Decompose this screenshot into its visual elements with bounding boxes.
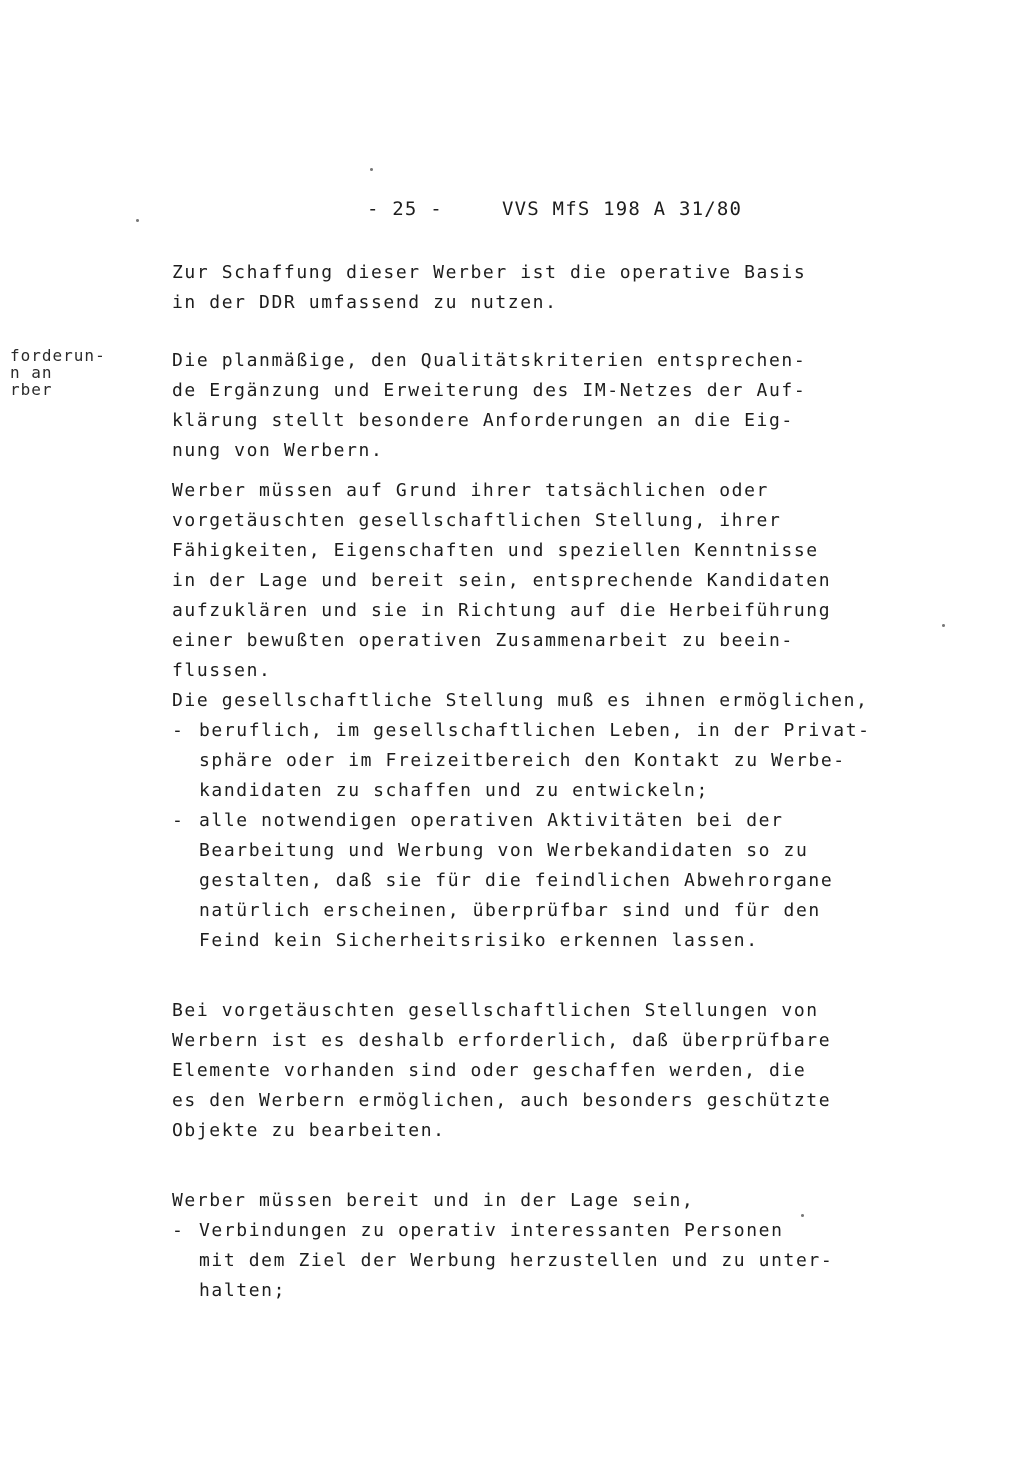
margin-note-line: n an: [10, 363, 53, 382]
text-line: nung von Werbern.: [172, 440, 384, 461]
text-line: sphäre oder im Freizeitbereich den Kontakt zu Werbe-: [199, 750, 846, 771]
paragraph-2: [172, 346, 862, 466]
paragraph-4: [172, 686, 869, 716]
scan-speck: [136, 219, 139, 222]
text-line: Werbern ist es deshalb erforderlich, daß überprüfbare: [172, 1030, 832, 1051]
text-line: Objekte zu bearbeiten.: [172, 1120, 446, 1141]
bullet-item-1: [172, 716, 871, 806]
text-line: in der DDR umfassend zu nutzen.: [172, 292, 558, 313]
text-line: flussen.: [172, 660, 272, 681]
text-line: mit dem Ziel der Werbung herzustellen und zu unter-: [199, 1250, 834, 1271]
text-line: in der Lage und bereit sein, entsprechende Kandidaten: [172, 570, 832, 591]
margin-note: [10, 347, 106, 398]
bullet-marker: -: [172, 810, 185, 831]
classification-mark: VVS MfS 198 A 31/80: [502, 198, 743, 220]
text-line: aufzuklären und sie in Richtung auf die Herbeiführung: [172, 600, 832, 621]
bullet-item-2: [172, 806, 862, 956]
paragraph-3: [172, 476, 862, 686]
text-line: es den Werbern ermöglichen, auch besonders geschützte: [172, 1090, 832, 1111]
text-line: vorgetäuschten gesellschaftlichen Stellung, ihrer: [172, 510, 782, 531]
text-line: gestalten, daß sie für die feindlichen Abwehrorgane: [199, 870, 834, 891]
text-line: Verbindungen zu operativ interessanten Personen: [199, 1220, 784, 1241]
text-line: de Ergänzung und Erweiterung des IM-Netzes der Auf-: [172, 380, 807, 401]
scan-speck: [370, 168, 373, 171]
text-line: Zur Schaffung dieser Werber ist die operative Basis: [172, 262, 807, 283]
bullet-marker: -: [172, 720, 185, 741]
paragraph-1: [172, 258, 862, 318]
text-line: Werber müssen bereit und in der Lage sein,: [172, 1190, 695, 1211]
text-line: natürlich erscheinen, überprüfbar sind und für den: [199, 900, 821, 921]
page-number: - 25 -: [367, 198, 443, 220]
bullet-item-3: [172, 1216, 862, 1306]
text-line: Feind kein Sicherheitsrisiko erkennen lassen.: [199, 930, 759, 951]
text-line: alle notwendigen operativen Aktivitäten bei der: [199, 810, 784, 831]
text-line: Elemente vorhanden sind oder geschaffen werden, die: [172, 1060, 807, 1081]
margin-note-line: forderun-: [10, 346, 106, 365]
text-line: Bearbeitung und Werbung von Werbekandidaten so zu: [199, 840, 809, 861]
text-line: Bei vorgetäuschten gesellschaftlichen Stellungen von: [172, 1000, 819, 1021]
text-line: klärung stellt besondere Anforderungen an die Eig-: [172, 410, 794, 431]
text-line: halten;: [199, 1280, 287, 1301]
text-line: Die planmäßige, den Qualitätskriterien entsprechen-: [172, 350, 807, 371]
text-line: einer bewußten operativen Zusammenarbeit zu beein-: [172, 630, 794, 651]
bullet-marker: -: [172, 1220, 185, 1241]
document-body: [172, 258, 871, 1306]
text-line: Fähigkeiten, Eigenschaften und speziellen Kenntnisse: [172, 540, 819, 561]
paragraph-6: [172, 1186, 862, 1216]
margin-note-line: rber: [10, 380, 53, 399]
text-line: beruflich, im gesellschaftlichen Leben, in der Privat-: [199, 720, 871, 741]
paragraph-5: [172, 996, 862, 1146]
text-line: kandidaten zu schaffen und zu entwickeln;: [199, 780, 709, 801]
text-line: Die gesellschaftliche Stellung muß es ihnen ermöglichen,: [172, 690, 869, 711]
text-line: Werber müssen auf Grund ihrer tatsächlichen oder: [172, 480, 769, 501]
scan-speck: [942, 624, 945, 627]
